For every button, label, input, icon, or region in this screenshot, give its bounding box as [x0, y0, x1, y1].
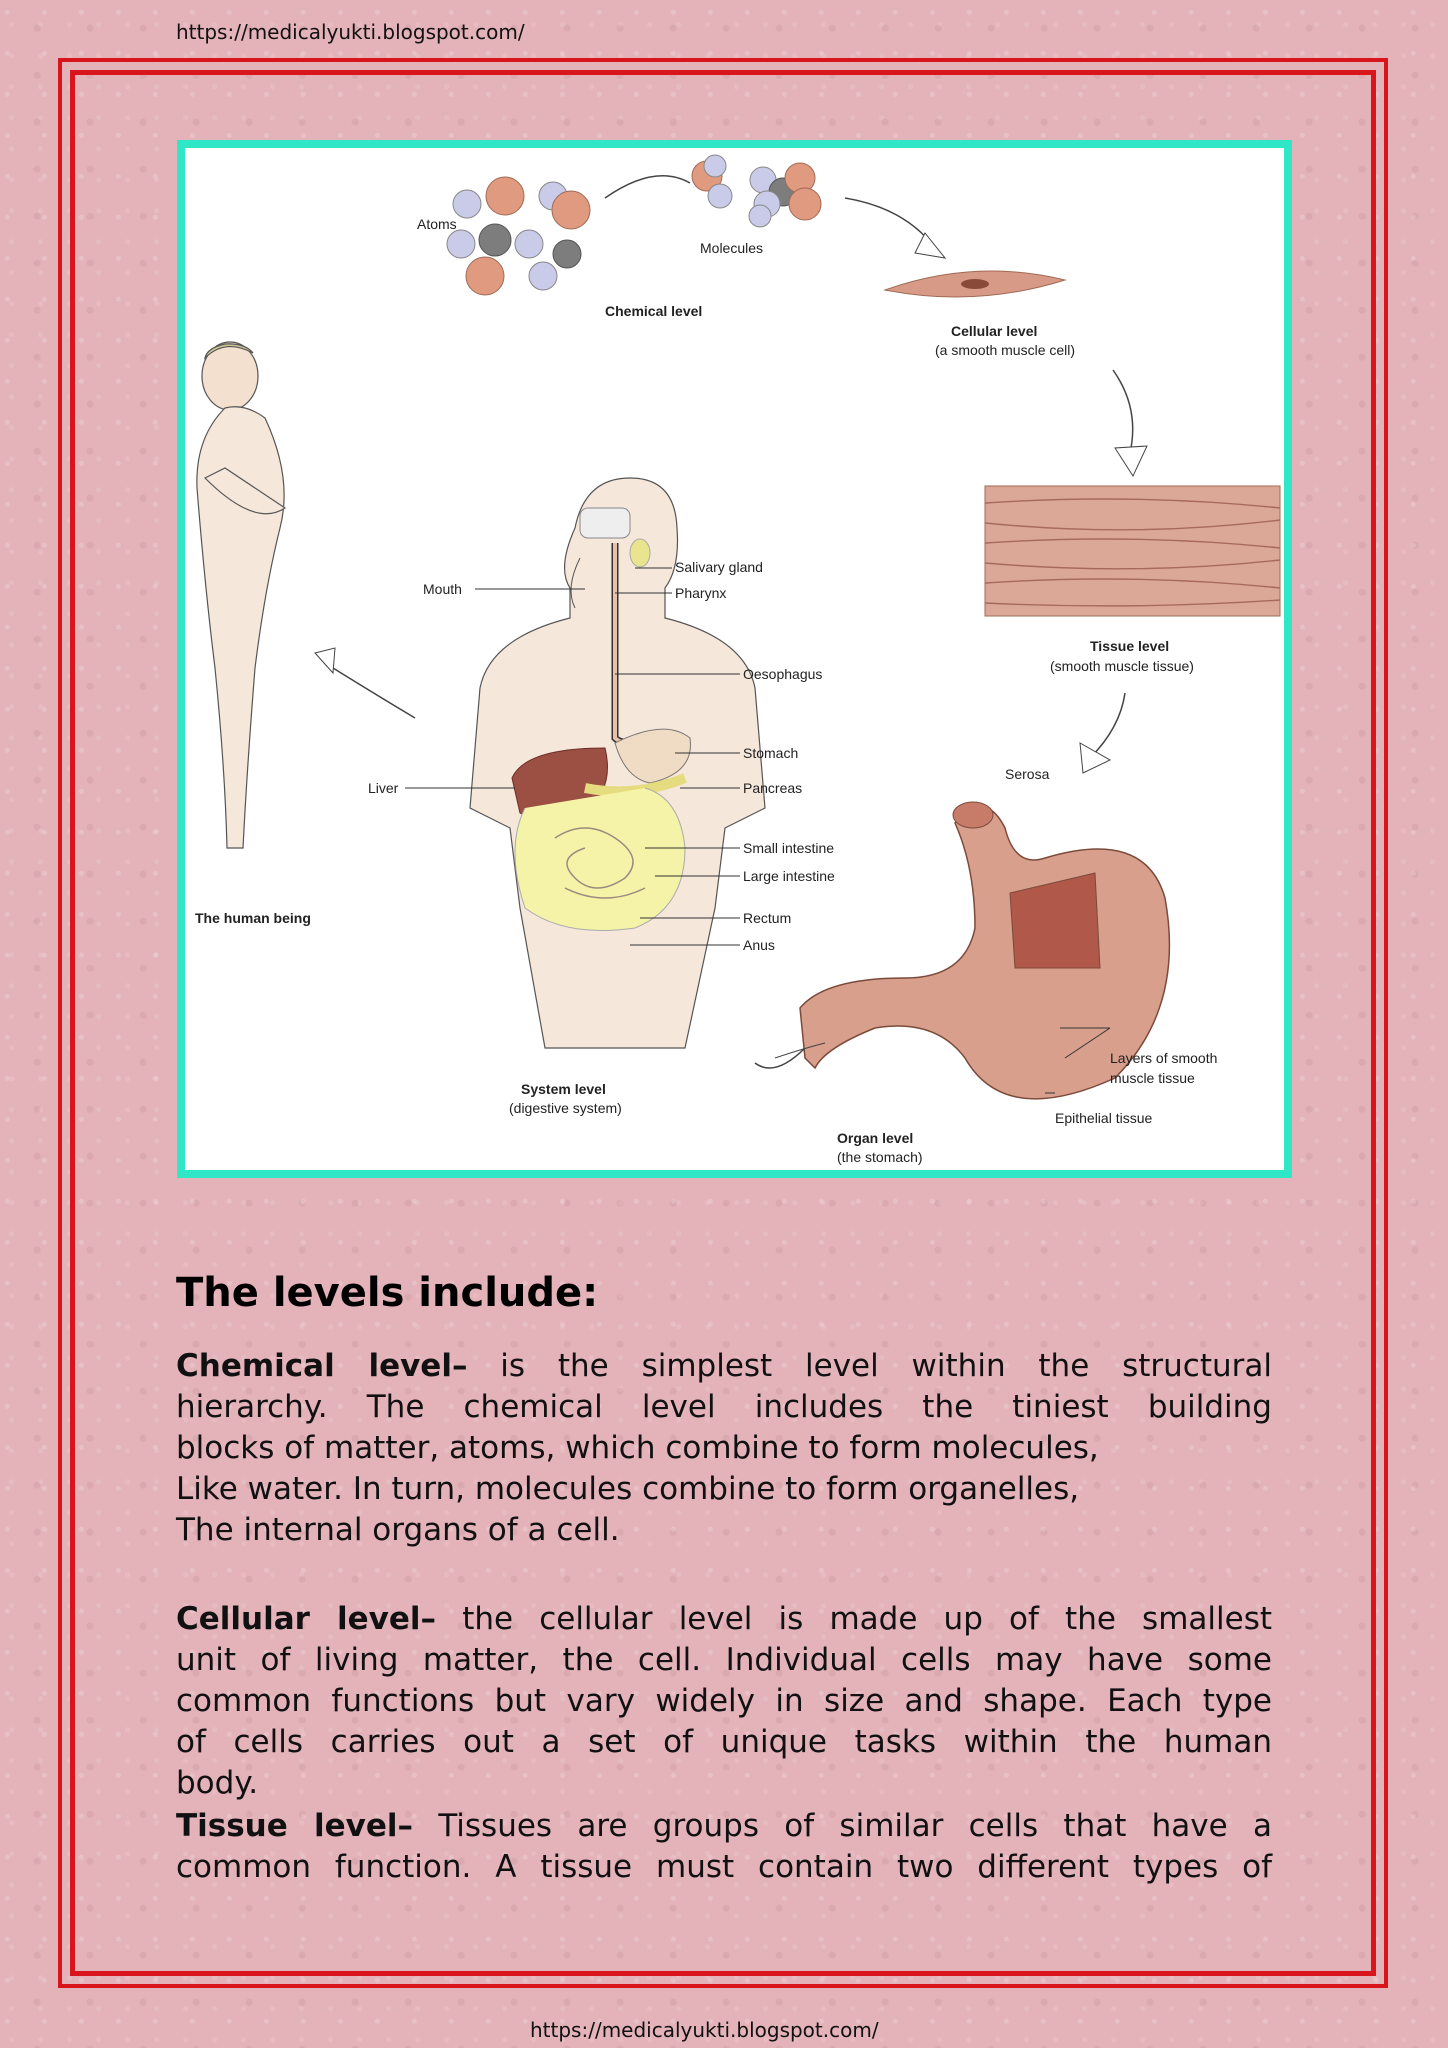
small-intestine-label: Small intestine	[743, 840, 835, 856]
pharynx-label: Pharynx	[675, 585, 727, 601]
system-level-label: System level	[521, 1081, 606, 1097]
tissue-level-term: Tissue level–	[176, 1808, 414, 1844]
chemical-line-2: hierarchy. The chemical level includes the tiniest building	[176, 1389, 1272, 1425]
layers-smooth-label-2: muscle tissue	[1110, 1070, 1195, 1086]
chemical-line-1: is the simplest level within the structural	[500, 1348, 1272, 1384]
large-intestine-label: Large intestine	[743, 868, 835, 884]
pancreas-label: Pancreas	[743, 780, 803, 796]
cellular-line-5: body.	[176, 1765, 259, 1801]
molecules-illustration	[692, 155, 821, 227]
atoms-illustration	[447, 177, 590, 295]
oesophagus-label: Oesophagus	[743, 666, 823, 682]
epithelial-tissue-label: Epithelial tissue	[1055, 1110, 1153, 1126]
levels-of-organization-figure	[177, 140, 1292, 1178]
mouth-label: Mouth	[423, 581, 462, 597]
smooth-muscle-tissue	[985, 486, 1280, 616]
cellular-line-3: common functions but vary widely in size and shape. Each type	[176, 1683, 1272, 1719]
system-level-sublabel: (digestive system)	[509, 1100, 622, 1116]
atoms-label: Atoms	[417, 216, 457, 232]
chemical-level-paragraph	[176, 1346, 1272, 1551]
footer-url[interactable]: https://medicalyukti.blogspot.com/	[530, 2018, 879, 2042]
anus-label: Anus	[743, 937, 775, 953]
organ-level-label: Organ level	[837, 1130, 914, 1146]
serosa-label: Serosa	[1005, 766, 1050, 782]
chemical-line-4: Like water. In turn, molecules combine to form organelles,	[176, 1471, 1080, 1507]
chemical-level-label: Chemical level	[605, 303, 703, 319]
section-heading: The levels include:	[176, 1270, 599, 1316]
chemical-line-3: blocks of matter, atoms, which combine to form molecules,	[176, 1430, 1099, 1466]
rectum-label: Rectum	[743, 910, 792, 926]
salivary-gland-label: Salivary gland	[675, 559, 763, 575]
liver-label: Liver	[368, 780, 399, 796]
cellular-line-4: of cells carries out a set of unique tasks within the human	[176, 1724, 1272, 1760]
chemical-line-5: The internal organs of a cell.	[176, 1512, 620, 1548]
molecules-label: Molecules	[700, 240, 764, 256]
cellular-level-sublabel: (a smooth muscle cell)	[935, 342, 1076, 358]
cellular-line-1: the cellular level is made up of the smallest	[462, 1601, 1273, 1637]
human-being-label: The human being	[195, 910, 311, 926]
cellular-level-term: Cellular level–	[176, 1601, 437, 1637]
human-being-figure	[197, 342, 285, 848]
cellular-line-2: unit of living matter, the cell. Individual cells may have some	[176, 1642, 1272, 1678]
organ-level-sublabel: (the stomach)	[837, 1149, 923, 1165]
chemical-level-term: Chemical level–	[176, 1348, 468, 1384]
tissue-level-label: Tissue level	[1090, 638, 1170, 654]
tissue-line-2: common function. A tissue must contain two different types of	[176, 1849, 1272, 1885]
tissue-level-paragraph	[176, 1806, 1272, 1888]
layers-smooth-label-1: Layers of smooth	[1110, 1050, 1218, 1066]
cellular-level-paragraph	[176, 1599, 1272, 1804]
cellular-level-label: Cellular level	[951, 323, 1038, 339]
stomach-label: Stomach	[743, 745, 799, 761]
tissue-line-1: Tissues are groups of similar cells that have a	[438, 1808, 1273, 1844]
header-url[interactable]: https://medicalyukti.blogspot.com/	[176, 20, 525, 44]
tissue-level-sublabel: (smooth muscle tissue)	[1050, 658, 1194, 674]
